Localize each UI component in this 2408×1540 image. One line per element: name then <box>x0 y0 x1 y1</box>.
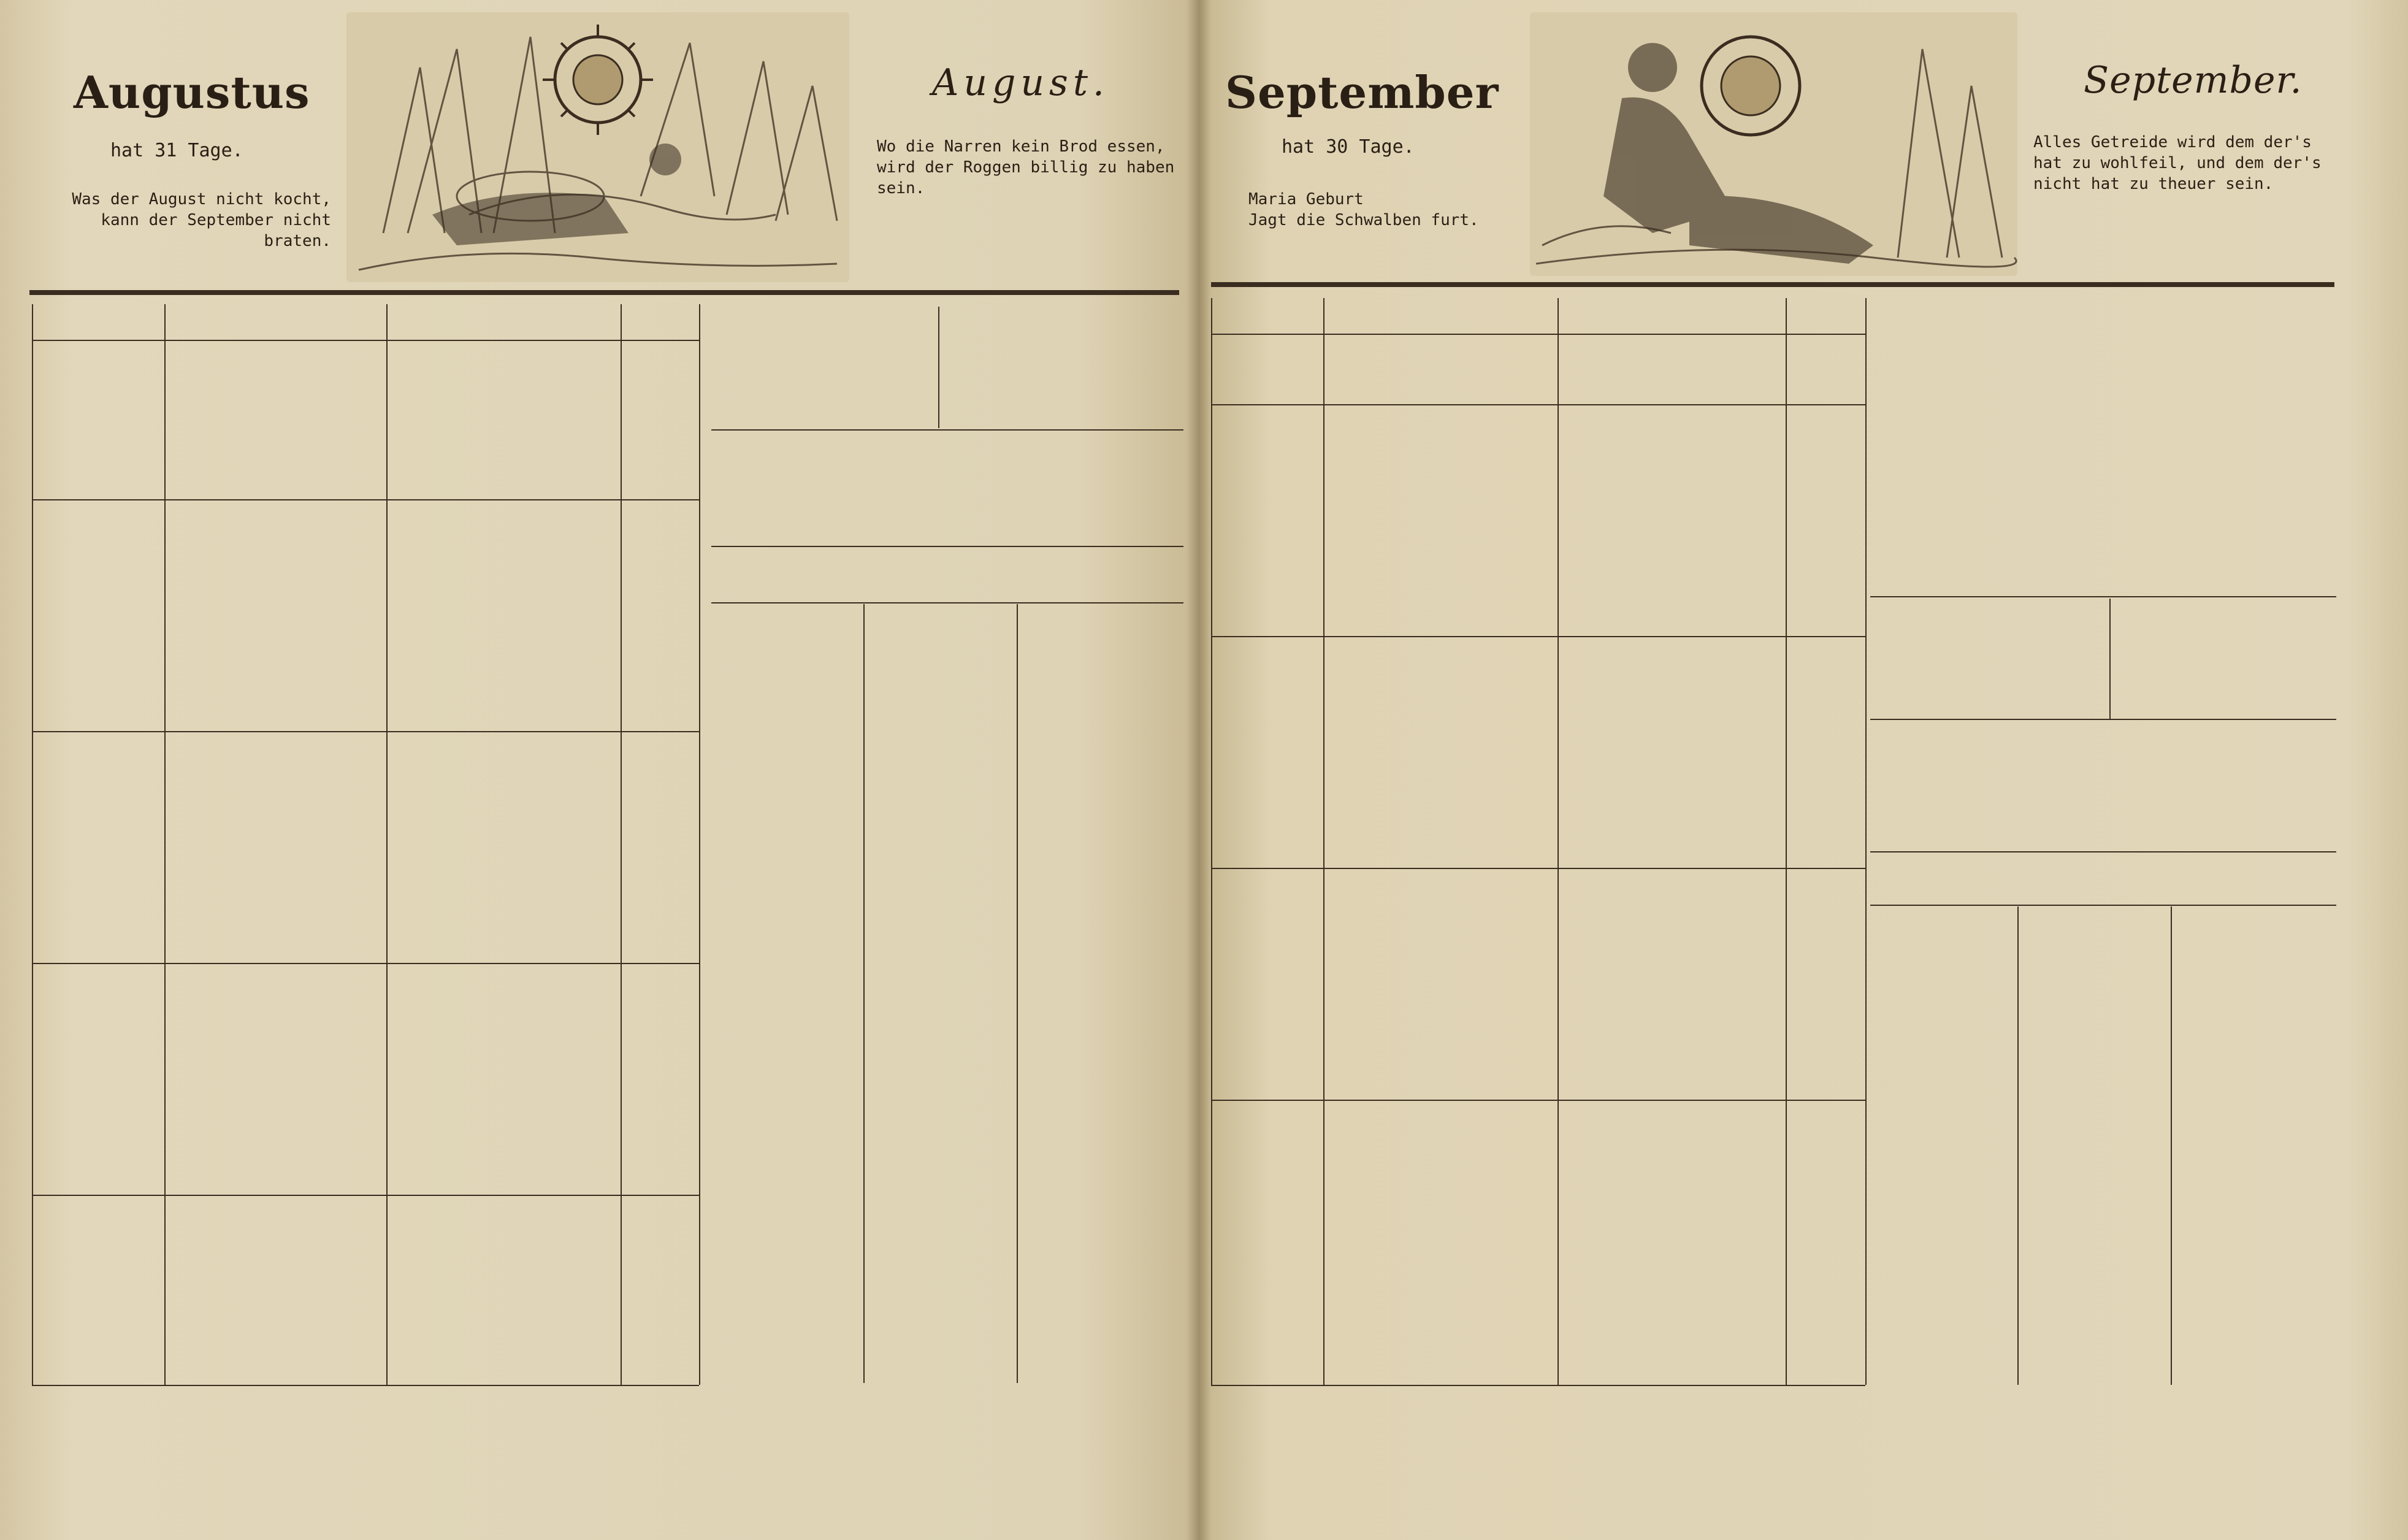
day-row <box>1211 546 1865 573</box>
day-row <box>1211 427 1865 454</box>
day-row <box>1211 1123 1865 1150</box>
day-row <box>32 641 699 668</box>
proverb-line: nicht hat zu theuer sein. <box>2033 175 2274 193</box>
august-days-count: hat 31 Tage. <box>110 140 243 161</box>
october-col-divider <box>2017 906 2019 1385</box>
markets-col-divider <box>1017 604 1018 1383</box>
day-row <box>1211 1182 1865 1209</box>
september-woodcut-illustration <box>1530 12 2017 276</box>
day-row <box>32 1045 699 1072</box>
table-column-divider <box>699 304 700 1385</box>
day-row <box>32 1247 699 1274</box>
week-separator <box>1211 636 1865 637</box>
day-row <box>1211 1212 1865 1239</box>
proverb-line: wird der Roggen billig zu haben <box>877 158 1175 177</box>
day-row <box>32 1016 699 1043</box>
day-row <box>32 523 699 550</box>
sun-box-divider <box>938 307 939 428</box>
day-row <box>32 670 699 697</box>
day-row <box>32 843 699 870</box>
day-row <box>32 932 699 959</box>
day-row <box>1211 921 1865 948</box>
august-title: Augustus <box>74 66 310 118</box>
day-row <box>32 902 699 929</box>
day-row <box>1211 778 1865 805</box>
day-row <box>32 1075 699 1102</box>
day-row <box>1211 1009 1865 1036</box>
day-row <box>1211 718 1865 745</box>
markets-col-divider <box>863 604 865 1383</box>
sun-box-bottom <box>1870 719 2336 720</box>
day-row <box>1211 343 1865 370</box>
day-row <box>1211 605 1865 632</box>
day-row <box>32 552 699 579</box>
august-proverb-right <box>877 136 1183 199</box>
day-row <box>32 754 699 781</box>
day-row <box>1211 837 1865 864</box>
table-header-underline <box>32 340 699 341</box>
proverb-line: sein. <box>877 179 925 197</box>
week-separator <box>1211 868 1865 869</box>
day-row <box>32 700 699 727</box>
proverb-line: kann der September nicht braten. <box>101 211 331 250</box>
day-row <box>1211 1271 1865 1298</box>
table-bottom-line <box>1211 1385 1865 1386</box>
day-row <box>32 1134 699 1161</box>
table-bottom-line <box>32 1385 699 1386</box>
august-woodcut-illustration <box>346 12 849 282</box>
day-row <box>32 873 699 900</box>
proverb-line: Alles Getreide wird dem der's <box>2033 133 2312 151</box>
day-row <box>32 1277 699 1304</box>
day-row <box>32 409 699 436</box>
day-row <box>1211 1152 1865 1179</box>
day-row <box>1211 1241 1865 1268</box>
proverb-line: Was der August nicht kocht, <box>72 190 331 209</box>
september-proverb-right <box>2033 132 2389 194</box>
september-top-rule <box>1211 282 2334 287</box>
day-row <box>1211 457 1865 484</box>
moon-box-bottom <box>1870 851 2336 852</box>
table-column-divider <box>1865 298 1867 1385</box>
week-separator <box>1211 404 1865 405</box>
week-separator <box>1211 1100 1865 1101</box>
day-row <box>1211 1301 1865 1328</box>
day-row <box>32 379 699 406</box>
day-row <box>32 1105 699 1132</box>
week-separator <box>32 499 699 500</box>
day-row <box>1211 486 1865 513</box>
day-row <box>1211 1039 1865 1066</box>
september-title: September <box>1225 66 1499 118</box>
table-header-underline <box>1211 334 1865 335</box>
day-row <box>32 784 699 811</box>
proverb-line: hat zu wohlfeil, und dem der's <box>2033 154 2322 172</box>
fairs-bottom <box>1870 596 2336 597</box>
proverb-line: Maria Geburt <box>1248 190 1364 209</box>
proverb-line: Wo die Narren kein Brod essen, <box>877 137 1165 156</box>
september-proverb-left <box>1248 189 1479 231</box>
day-row <box>32 813 699 840</box>
day-row <box>32 1307 699 1334</box>
day-row <box>1211 748 1865 775</box>
markets-title-underline <box>711 602 1183 603</box>
october-title-underline <box>1870 905 2336 906</box>
day-row <box>1211 516 1865 543</box>
day-row <box>32 1218 699 1245</box>
day-row <box>32 1164 699 1191</box>
september-title-right: September. <box>2084 59 2303 102</box>
day-row <box>1211 659 1865 686</box>
day-row <box>1211 575 1865 602</box>
september-days-count: hat 30 Tage. <box>1282 136 1415 158</box>
day-row <box>32 439 699 465</box>
day-row <box>32 611 699 638</box>
day-row <box>32 468 699 495</box>
august-title-right: August. <box>932 61 1109 104</box>
day-row <box>32 350 699 377</box>
week-separator <box>32 1195 699 1196</box>
october-col-divider <box>2171 906 2172 1385</box>
sun-box-bottom <box>711 429 1183 431</box>
week-separator <box>32 963 699 964</box>
proverb-line: Jagt die Schwalben furt. <box>1248 211 1479 229</box>
day-row <box>32 1336 699 1363</box>
day-row <box>1211 689 1865 716</box>
day-row <box>1211 1069 1865 1096</box>
book-gutter <box>1187 0 1211 1540</box>
day-row <box>1211 950 1865 977</box>
moon-box-bottom <box>711 546 1183 547</box>
week-separator <box>32 731 699 732</box>
sun-box-divider <box>2109 599 2111 719</box>
day-row <box>1211 980 1865 1007</box>
day-row <box>1211 373 1865 400</box>
day-row <box>32 986 699 1013</box>
august-top-rule <box>29 290 1179 295</box>
day-row <box>1211 891 1865 918</box>
day-row <box>32 581 699 608</box>
august-proverb-left <box>31 189 331 251</box>
day-row <box>1211 807 1865 834</box>
